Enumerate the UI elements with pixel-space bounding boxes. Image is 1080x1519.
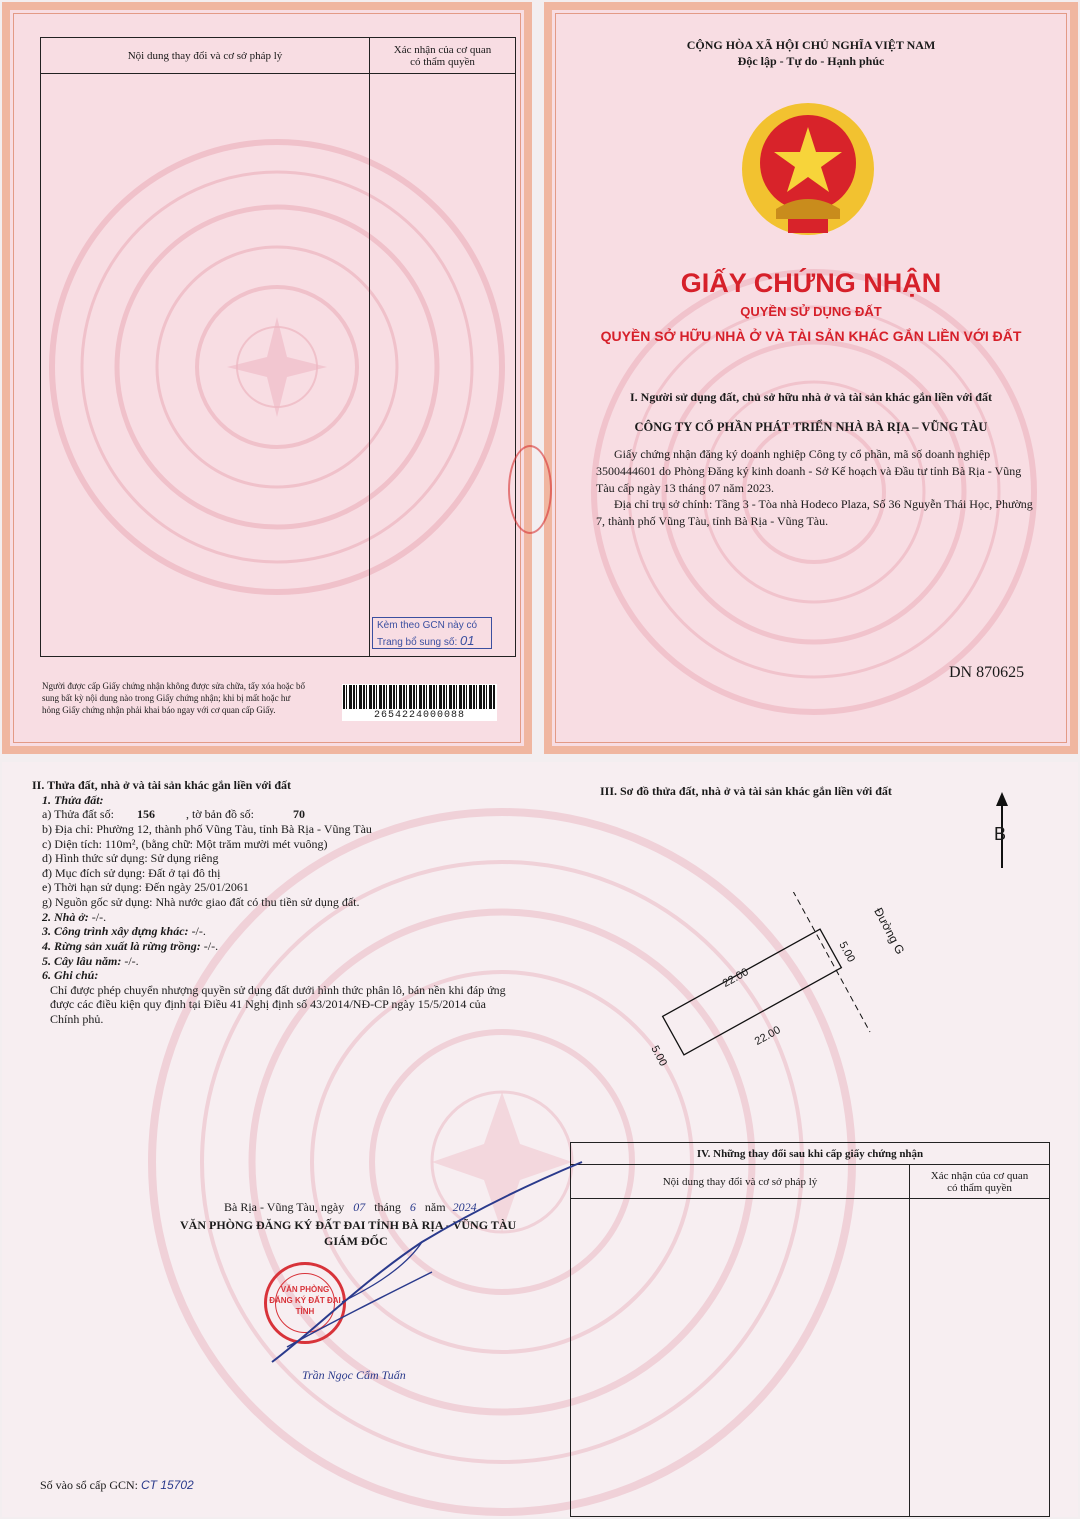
- signature: [252, 1132, 592, 1382]
- warning-line1: Người được cấp Giấy chứng nhận không được sửa chữa, tẩy xóa hoặc bổ: [42, 681, 305, 691]
- usage-term-line: e) Thời hạn sử dụng: Đến ngày 25/01/2061: [42, 880, 249, 895]
- table-cell-confirm: [370, 74, 516, 657]
- item3-value: -/-.: [191, 924, 206, 939]
- map-sheet-number: 70: [292, 807, 305, 822]
- parcel-line: [42, 807, 532, 822]
- section1-heading: I. Người sử dụng đất, chủ sở hữu nhà ở và tài sản khác gắn liền với đất: [630, 390, 992, 404]
- parcel-label: a) Thửa đất số:: [42, 807, 114, 822]
- item5-value: -/-.: [124, 953, 139, 968]
- issuing-office: VĂN PHÒNG ĐĂNG KÝ ĐẤT ĐAI TỈNH BÀ RỊA - VŨNG TÀU: [180, 1218, 517, 1232]
- usage-form-line: d) Hình thức sử dụng: Sử dụng riêng: [42, 851, 219, 866]
- item4-label: 4. Rừng sản xuất là rừng trồng:: [42, 938, 201, 953]
- year-label: năm: [424, 1200, 446, 1214]
- address-line: b) Địa chỉ: Phường 12, thành phố Vũng Tàu, tỉnh Bà Rịa - Vũng Tàu: [42, 821, 372, 836]
- header-label: Nội dung thay đổi và cơ sở pháp lý: [127, 49, 283, 62]
- owner-address: Địa chỉ trụ sở chính: Tầng 3 - Tòa nhà Hodeco Plaza, Số 36 Nguyễn Thái Học, Phường 7, thành phố Vũng Tàu, tỉnh Bà Rịa - Vũng Tàu.: [596, 497, 1033, 528]
- seal-line2: ĐĂNG KÝ ĐẤT ĐAI: [269, 1296, 341, 1305]
- map-sheet-label: , tờ bản đồ số:: [185, 807, 254, 822]
- section4-col1-label: Nội dung thay đổi và cơ sở pháp lý: [662, 1175, 818, 1188]
- item5-label: 5. Cây lâu năm:: [42, 953, 122, 968]
- seal-line3: TỈNH: [295, 1307, 315, 1316]
- usage-origin-line: g) Nguồn gốc sử dụng: Nhà nước giao đất có thu tiền sử dụng đất.: [42, 895, 360, 909]
- section4-cell-content: [571, 1199, 910, 1517]
- item2-line: [42, 910, 532, 925]
- item6-heading: 6. Ghi chú:: [42, 968, 99, 983]
- note-text: Chỉ được phép chuyển nhượng quyền sử dụng đất dưới hình thức phân lô, bán nền khi đáp ứng được các điều kiện quy định tại Điều 41 Nghị định số 43/2014/NĐ-CP ngày 15/5/2014 của Chính phủ.: [50, 982, 506, 1026]
- table-cell-content: [41, 74, 370, 657]
- dim-right: 5.00: [836, 939, 858, 965]
- header-label-line1: Xác nhận của cơ quan: [393, 43, 492, 56]
- nation-motto: Độc lập - Tự do - Hạnh phúc: [737, 54, 885, 68]
- warning-line2: sung bất kỳ nội dung nào trong Giấy chứng nhận; khi bị mất hoặc hư: [42, 693, 291, 704]
- inner-spread: [2, 762, 1078, 1517]
- certificate-title: GIẤY CHỨNG NHẬN: [680, 268, 942, 298]
- stamp-line1: Kèm theo GCN này có: [377, 620, 478, 631]
- section4-col2-line1: Xác nhận của cơ quan: [930, 1169, 1029, 1182]
- area-line: c) Diện tích: 110m², (bằng chữ: Một trăm mười mét vuông): [42, 836, 328, 851]
- table-header-content: [41, 38, 370, 74]
- section4-col2: [910, 1165, 1050, 1199]
- registry-label: Số vào sổ cấp GCN:: [40, 1478, 138, 1492]
- month-label: tháng: [374, 1200, 401, 1214]
- right-cover-page: [544, 2, 1078, 754]
- barcode: [342, 684, 497, 721]
- national-emblem-icon: [736, 97, 881, 242]
- item5-line: [42, 954, 532, 969]
- road-label: Đường G: [871, 905, 908, 957]
- section2-heading: II. Thửa đất, nhà ở và tài sản khác gắn liền với đất: [32, 778, 292, 792]
- item4-value: -/-.: [203, 938, 219, 953]
- parcel-number: 156: [136, 807, 155, 822]
- header-label-line2: có thẩm quyền: [410, 55, 475, 68]
- director-title: GIÁM ĐỐC: [324, 1234, 388, 1248]
- item3-label: 3. Công trình xây dựng khác:: [42, 924, 189, 939]
- dim-bottom: 22.00: [752, 1024, 783, 1048]
- barcode-number: 2654224000088: [342, 710, 497, 721]
- date-day: 07: [353, 1200, 366, 1214]
- registry-number: [40, 1478, 194, 1493]
- left-cover-page: [2, 2, 532, 754]
- item1-heading: 1. Thửa đất:: [42, 792, 104, 807]
- signer-name: Trần Ngọc Cẩm Tuấn: [302, 1368, 406, 1382]
- seal-line1: VĂN PHÒNG: [280, 1285, 330, 1294]
- section4-heading-cell: [571, 1143, 1050, 1165]
- item4-line: [42, 939, 532, 954]
- north-label: B: [994, 824, 1007, 844]
- date-year: 2024: [452, 1200, 477, 1214]
- item2-value: -/-.: [91, 909, 107, 924]
- warning-line3: hỏng Giấy chứng nhận phải khai báo ngay với cơ quan cấp Giấy.: [42, 705, 276, 716]
- section4-col1: [571, 1165, 910, 1199]
- section4-col2-line2: có thẩm quyền: [947, 1181, 1012, 1194]
- certificate-subtitle1: QUYỀN SỬ DỤNG ĐẤT: [740, 304, 882, 319]
- owner-registration: Giấy chứng nhận đăng ký doanh nghiệp Công ty cổ phần, mã số doanh nghiệp 3500444601 do Phòng Đăng ký kinh doanh - Sở Kế hoạch và Đầu tư tỉnh Bà Rịa - Vũng Tàu cấp ngày 13 tháng 07 năm 2023.: [596, 447, 1022, 495]
- item2-label: 2. Nhà ở:: [42, 909, 89, 924]
- supplement-stamp: [372, 617, 492, 649]
- dim-top: 22.00: [720, 966, 751, 990]
- stamp-line2: Trang bổ sung số:: [377, 636, 458, 648]
- item3-line: [42, 924, 532, 939]
- edge-seal: [508, 445, 552, 534]
- date-prefix: Bà Rịa - Vũng Tàu, ngày: [224, 1200, 345, 1214]
- section4-cell-confirm: [910, 1199, 1050, 1517]
- dim-left: 5.00: [648, 1043, 670, 1069]
- section2: [32, 778, 532, 1027]
- certificate-subtitle2: QUYỀN SỞ HỮU NHÀ Ở VÀ TÀI SẢN KHÁC GẮN LIỀN VỚI ĐẤT: [600, 328, 1022, 344]
- section4-heading: IV. Những thay đổi sau khi cấp giấy chứng nhận: [696, 1147, 924, 1160]
- registry-value: CT 15702: [141, 1478, 194, 1492]
- nation-title: CỘNG HÒA XÃ HỘI CHỦ NGHĨA VIỆT NAM: [686, 38, 936, 52]
- section4-table: [570, 1142, 1050, 1517]
- usage-purpose-line: đ) Mục đích sử dụng: Đất ở tại đô thị: [42, 865, 221, 880]
- stamp-value: 01: [460, 632, 475, 648]
- date-month: 6: [409, 1200, 416, 1214]
- table-header-confirm: [370, 38, 516, 74]
- warning-text: [42, 680, 342, 716]
- serial-number: DN 870625: [949, 664, 1025, 681]
- owner-name: CÔNG TY CỔ PHẦN PHÁT TRIỂN NHÀ BÀ RỊA – VŨNG TÀU: [634, 420, 988, 434]
- section3-heading: III. Sơ đồ thửa đất, nhà ở và tài sản khác gắn liền với đất: [600, 784, 892, 798]
- barcode-bars: [342, 684, 497, 710]
- changes-table: [40, 37, 516, 657]
